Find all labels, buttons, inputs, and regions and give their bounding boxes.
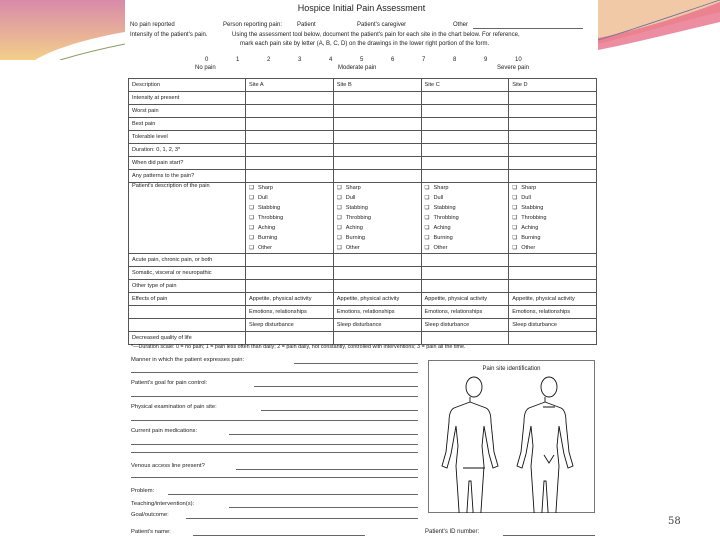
pain-option-label: Dull	[521, 195, 531, 201]
form-question: Teaching/intervention(s):	[131, 501, 195, 507]
pain-option-label: Sharp	[521, 185, 537, 191]
answer-line[interactable]	[131, 420, 418, 421]
site-cell[interactable]	[509, 131, 597, 144]
site-cell[interactable]: Emotions, relationships	[246, 306, 334, 319]
no-pain-reported: No pain reported	[130, 22, 175, 28]
site-cell[interactable]	[509, 267, 597, 280]
site-cell[interactable]	[333, 92, 421, 105]
pain-option[interactable]: ❑ Burning	[512, 235, 541, 241]
pain-option[interactable]: ❑ Dull	[512, 195, 531, 201]
site-cell[interactable]: Sleep disturbance	[333, 319, 421, 332]
site-cell[interactable]	[421, 183, 509, 254]
table-row	[129, 170, 597, 183]
form-question: Patient's goal for pain control:	[131, 380, 208, 386]
site-cell[interactable]	[509, 280, 597, 293]
row-label: Intensity at present	[129, 92, 246, 105]
pain-option-label: Dull	[258, 195, 268, 201]
pain-option[interactable]: ❑ Sharp	[512, 185, 537, 191]
pain-option-label: Dull	[345, 195, 356, 201]
answer-line[interactable]	[131, 452, 418, 453]
scale-value: 0	[205, 57, 209, 63]
pain-option-label: Burning	[258, 235, 278, 241]
pain-option[interactable]: ❑ Dull	[424, 195, 444, 201]
site-cell[interactable]	[333, 131, 421, 144]
row-label: Other type of pain	[129, 280, 246, 293]
scale-value: 8	[453, 57, 457, 63]
diagram-title: Pain site identification	[482, 366, 541, 372]
row-label: Decreased quality of life	[129, 332, 246, 345]
pain-site-diagram[interactable]	[428, 360, 595, 513]
scale-value: 10	[515, 57, 522, 63]
site-cell[interactable]: Emotions, relationships	[421, 306, 509, 319]
site-cell[interactable]	[509, 332, 597, 345]
pain-option[interactable]: ❑ Stabbing	[249, 205, 281, 211]
pain-option-label: Stabbing	[521, 205, 544, 211]
site-cell[interactable]	[509, 144, 597, 157]
pain-option-label: Aching	[433, 225, 451, 231]
table-row	[129, 280, 597, 293]
pain-option-label: Burning	[521, 235, 541, 241]
site-cell[interactable]: Appetite, physical activity	[509, 293, 597, 306]
pain-option-label: Dull	[433, 195, 444, 201]
row-label: Duration: 0, 1, 2, 3*	[129, 144, 246, 157]
row-label: Patient's description of the pain	[129, 183, 246, 254]
answer-field[interactable]	[193, 535, 365, 536]
site-cell[interactable]	[509, 118, 597, 131]
pain-option[interactable]: ❑ Aching	[512, 225, 539, 231]
site-cell[interactable]	[246, 144, 334, 157]
site-cell[interactable]	[246, 183, 334, 254]
pain-option-label: Burning	[345, 235, 366, 241]
table-row	[129, 105, 597, 118]
site-cell[interactable]	[333, 267, 421, 280]
site-cell[interactable]	[246, 118, 334, 131]
site-cell[interactable]	[246, 131, 334, 144]
pain-option-label: Sharp	[258, 185, 273, 191]
duration-footnote: *—Duration scale: 0 = no pain; 1 = pain less often than daily; 2 = pain daily, not constantly, controlled with interventions; 3 = pain all the time.	[131, 344, 466, 350]
pain-assessment-form	[125, 0, 598, 540]
answer-line[interactable]	[131, 396, 418, 397]
pain-option[interactable]: ❑ Sharp	[336, 185, 361, 191]
scale-value: 2	[267, 57, 271, 63]
answer-field[interactable]	[294, 363, 418, 364]
form-question: Venous access line present?	[131, 463, 205, 469]
pain-option-label: Stabbing	[433, 205, 456, 211]
answer-field[interactable]	[229, 434, 418, 435]
form-question: Problem:	[131, 488, 155, 494]
row-label	[129, 319, 246, 332]
pain-option[interactable]: ❑ Sharp	[424, 185, 449, 191]
site-cell[interactable]	[421, 280, 509, 293]
site-cell[interactable]	[421, 254, 509, 267]
site-cell[interactable]: Site B	[333, 79, 421, 92]
patient-id-field[interactable]	[503, 535, 595, 536]
table-row	[129, 92, 597, 105]
site-cell[interactable]	[246, 170, 334, 183]
table-row-effects	[129, 306, 597, 319]
site-cell[interactable]	[509, 157, 597, 170]
site-cell[interactable]	[509, 254, 597, 267]
scale-value: 3	[298, 57, 302, 63]
person-reporting-label: Person reporting pain:	[223, 22, 283, 28]
site-cell[interactable]	[509, 92, 597, 105]
site-cell[interactable]	[421, 157, 509, 170]
pain-option-label: Other	[345, 245, 360, 251]
site-cell[interactable]	[246, 332, 334, 345]
site-cell[interactable]	[333, 183, 421, 254]
pain-option[interactable]: ❑ Dull	[249, 195, 268, 201]
site-cell[interactable]	[333, 280, 421, 293]
pain-option[interactable]: ❑ Dull	[336, 195, 356, 201]
pain-option-label: Throbbing	[258, 215, 284, 221]
pain-option[interactable]: ❑ Throbbing	[336, 215, 371, 221]
site-cell[interactable]	[333, 144, 421, 157]
row-label: Worst pain	[129, 105, 246, 118]
site-cell[interactable]: Appetite, physical activity	[333, 293, 421, 306]
site-cell[interactable]: Emotions, relationships	[509, 306, 597, 319]
answer-field[interactable]	[186, 518, 418, 519]
site-cell[interactable]: Sleep disturbance	[421, 319, 509, 332]
row-label	[129, 306, 246, 319]
pain-option-label: Aching	[521, 225, 539, 231]
scale-label-mid: Moderate pain	[338, 65, 377, 71]
table-row	[129, 157, 597, 170]
site-cell[interactable]	[421, 105, 509, 118]
pain-option-label: Sharp	[345, 185, 361, 191]
pain-option-label: Aching	[258, 225, 276, 231]
patient-option: Patient	[297, 22, 316, 28]
pain-option-label: Throbbing	[433, 215, 459, 221]
scale-label-high: Severe pain	[497, 65, 530, 71]
corner-decoration-left	[0, 0, 125, 60]
site-cell[interactable]	[333, 254, 421, 267]
site-cell[interactable]	[421, 118, 509, 131]
pain-option[interactable]: ❑ Stabbing	[424, 205, 456, 211]
table-row	[129, 131, 597, 144]
site-cell[interactable]	[421, 332, 509, 345]
site-cell[interactable]	[333, 105, 421, 118]
body-back-figure	[442, 377, 498, 513]
pain-option[interactable]: ❑ Aching	[336, 225, 363, 231]
body-front-figure	[517, 377, 573, 513]
table-row	[129, 144, 597, 157]
pain-option[interactable]: ❑ Throbbing	[512, 215, 547, 221]
corner-decoration-right	[598, 0, 720, 60]
site-cell[interactable]	[333, 170, 421, 183]
pain-option-label: Other	[433, 245, 448, 251]
form-question: Goal/outcome:	[131, 512, 169, 518]
site-cell[interactable]: Sleep disturbance	[509, 319, 597, 332]
table-row	[129, 118, 597, 131]
pain-option-label: Stabbing	[258, 205, 281, 211]
site-cell[interactable]	[333, 118, 421, 131]
scale-label-low: No pain	[195, 65, 216, 71]
answer-field[interactable]	[261, 410, 418, 411]
table-row	[129, 267, 597, 280]
row-label: Description	[129, 79, 246, 92]
site-cell[interactable]	[421, 131, 509, 144]
scale-value: 1	[236, 57, 240, 63]
pain-site-table	[128, 78, 597, 345]
site-cell[interactable]	[333, 332, 421, 345]
other-option: Other	[453, 22, 469, 28]
row-label: Tolerable level	[129, 131, 246, 144]
pain-option[interactable]: ❑ Other	[249, 245, 272, 251]
site-cell[interactable]: Emotions, relationships	[333, 306, 421, 319]
site-cell[interactable]	[246, 105, 334, 118]
site-cell[interactable]	[333, 157, 421, 170]
pain-option[interactable]: ❑ Aching	[424, 225, 451, 231]
table-row	[129, 332, 597, 345]
site-cell[interactable]: Site D	[509, 79, 597, 92]
pain-option-label: Throbbing	[345, 215, 371, 221]
pain-option-label: Other	[521, 245, 536, 251]
site-cell[interactable]	[246, 254, 334, 267]
page-number: 58	[668, 516, 681, 527]
pain-option[interactable]: ❑ Throbbing	[424, 215, 459, 221]
answer-line[interactable]	[131, 444, 418, 445]
pain-option[interactable]: ❑ Other	[512, 245, 536, 251]
site-cell[interactable]	[246, 157, 334, 170]
site-cell[interactable]	[509, 105, 597, 118]
pain-option[interactable]: ❑ Stabbing	[512, 205, 544, 211]
pain-option-label: Other	[258, 245, 272, 251]
caregiver-option: Patient's caregiver	[357, 22, 407, 28]
site-cell[interactable]	[421, 92, 509, 105]
scale-value: 9	[484, 57, 488, 63]
site-cell[interactable]	[246, 267, 334, 280]
row-label: Any patterns to the pain?	[129, 170, 246, 183]
scale-value: 6	[391, 57, 395, 63]
pain-option[interactable]: ❑ Throbbing	[249, 215, 284, 221]
intensity-text: Using the assessment tool below, document the patient's pain for each site in the chart below. For reference,	[232, 32, 520, 38]
site-cell[interactable]	[421, 170, 509, 183]
table-header	[129, 79, 597, 92]
answer-field[interactable]	[254, 386, 418, 387]
pain-option[interactable]: ❑ Other	[424, 245, 448, 251]
row-label: Somatic, visceral or neuropathic	[129, 267, 246, 280]
site-cell[interactable]: Appetite, physical activity	[421, 293, 509, 306]
table-row	[129, 254, 597, 267]
answer-field[interactable]	[168, 494, 418, 495]
table-row-description	[129, 183, 597, 254]
patient-id-label: Patient's ID number:	[425, 529, 480, 535]
site-cell[interactable]	[509, 170, 597, 183]
pain-option[interactable]: ❑ Sharp	[249, 185, 273, 191]
scale-value: 5	[360, 57, 364, 63]
pain-option-label: Sharp	[433, 185, 449, 191]
row-label: Acute pain, chronic pain, or both	[129, 254, 246, 267]
form-question: Patient's name:	[131, 529, 171, 535]
answer-field[interactable]	[229, 507, 418, 508]
site-cell[interactable]: Sleep disturbance	[246, 319, 334, 332]
form-title: Hospice Initial Pain Assessment	[297, 3, 426, 13]
table-row-effects	[129, 319, 597, 332]
site-cell[interactable]: Site A	[246, 79, 334, 92]
site-cell[interactable]	[509, 183, 597, 254]
form-question: Manner in which the patient expresses pain:	[131, 357, 245, 363]
scale-value: 7	[422, 57, 426, 63]
answer-line[interactable]	[131, 372, 418, 373]
pain-option[interactable]: ❑ Burning	[249, 235, 278, 241]
pain-option[interactable]: ❑ Burning	[336, 235, 366, 241]
row-label: Effects of pain	[129, 293, 246, 306]
answer-field[interactable]	[236, 469, 418, 470]
pain-option[interactable]: ❑ Aching	[249, 225, 276, 231]
row-label: Best pain	[129, 118, 246, 131]
intensity-label: Intensity of the patient's pain.	[130, 32, 208, 38]
pain-option[interactable]: ❑ Burning	[424, 235, 453, 241]
pain-option-label: Throbbing	[521, 215, 547, 221]
intensity-text-2: mark each pain site by letter (A, B, C, D) on the drawings in the lower right portion of the form.	[240, 41, 490, 47]
site-cell[interactable]: Site C	[421, 79, 509, 92]
table-row-effects	[129, 293, 597, 306]
pain-option-label: Burning	[433, 235, 453, 241]
row-label: When did pain start?	[129, 157, 246, 170]
site-cell[interactable]	[421, 267, 509, 280]
scale-value: 4	[329, 57, 333, 63]
answer-line[interactable]	[131, 477, 418, 478]
form-question: Physical examination of pain site:	[131, 404, 217, 410]
pain-option-label: Stabbing	[345, 205, 368, 211]
site-cell[interactable]	[421, 144, 509, 157]
site-cell[interactable]: Appetite, physical activity	[246, 293, 334, 306]
pain-option[interactable]: ❑ Other	[336, 245, 360, 251]
form-question: Current pain medications:	[131, 428, 198, 434]
pain-option[interactable]: ❑ Stabbing	[336, 205, 368, 211]
site-cell[interactable]	[246, 280, 334, 293]
pain-option-label: Aching	[345, 225, 363, 231]
site-cell[interactable]	[246, 92, 334, 105]
